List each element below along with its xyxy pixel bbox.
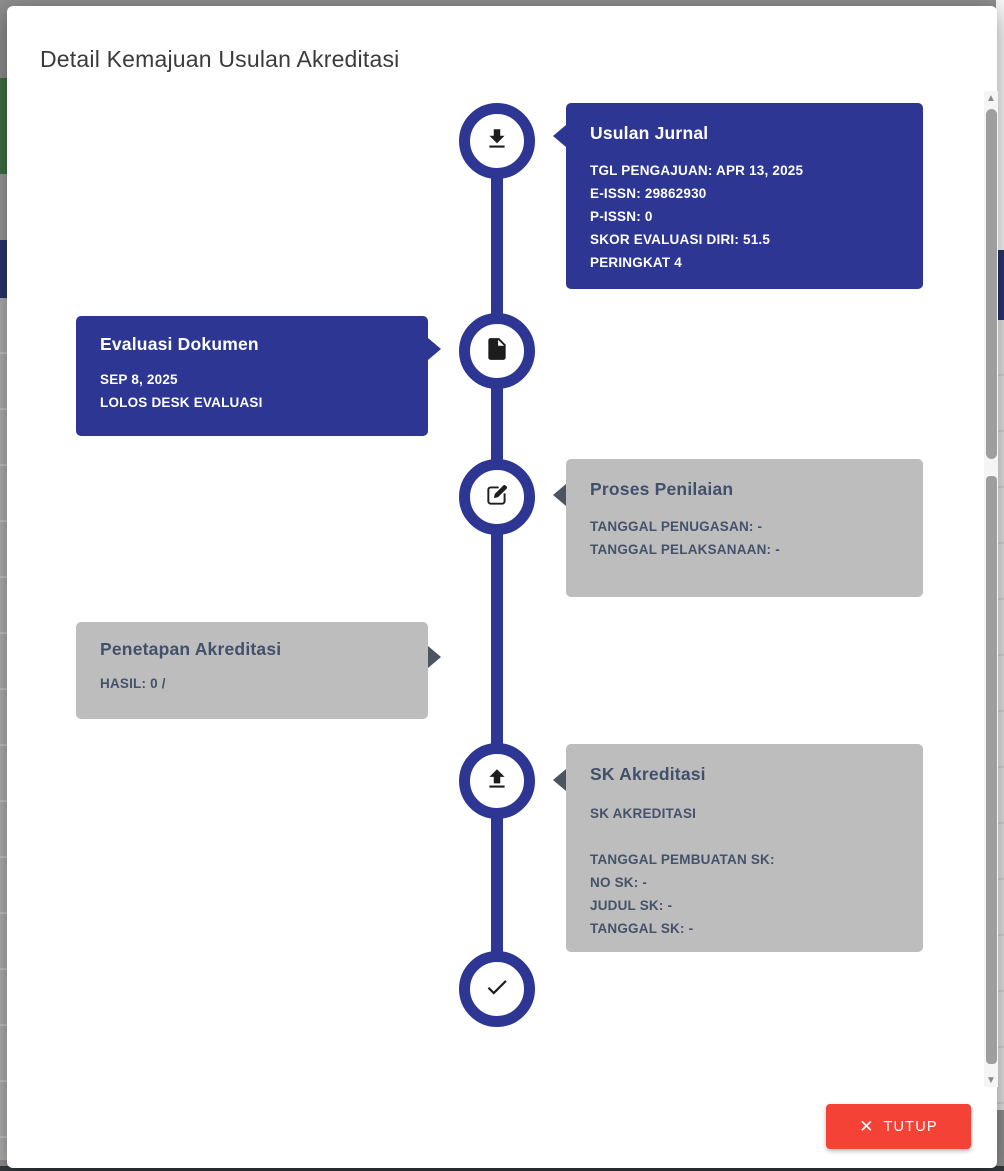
timeline-marker-done — [459, 951, 535, 1027]
card-line: HASIL: 0 / — [100, 676, 166, 691]
card-arrow-penilaian — [553, 484, 566, 506]
card-line: JUDUL SK: - — [590, 898, 673, 913]
card-arrow-penetapan — [428, 646, 441, 668]
scrollbar-track[interactable] — [984, 91, 998, 1087]
scrollbar-lower-segment[interactable] — [986, 476, 997, 1064]
close-button-label: TUTUP — [883, 1118, 938, 1135]
card-title: Usulan Jurnal — [590, 123, 709, 143]
card-arrow-evaluasi — [428, 338, 441, 360]
card-title: SK Akreditasi — [590, 764, 706, 784]
card-proses-penilaian — [566, 459, 923, 597]
card-usulan-jurnal — [566, 103, 923, 289]
card-arrow-sk — [553, 769, 566, 791]
card-title: Proses Penilaian — [590, 479, 734, 499]
scrollbar-thumb[interactable] — [986, 109, 997, 459]
upload-icon — [484, 766, 510, 797]
card-line: TANGGAL SK: - — [590, 921, 694, 936]
card-line: LOLOS DESK EVALUASI — [100, 395, 263, 410]
close-dialog-button[interactable] — [826, 1104, 971, 1149]
timeline-marker-penilaian — [459, 459, 535, 535]
scroll-down-arrow-icon[interactable]: ▼ — [986, 1074, 996, 1086]
card-line: SKOR EVALUASI DIRI: 51.5 — [590, 232, 771, 247]
card-line: NO SK: - — [590, 875, 648, 890]
timeline-marker-usulan — [459, 103, 535, 179]
card-line: TANGGAL PEMBUATAN SK: — [590, 852, 775, 867]
card-line: SEP 8, 2025 — [100, 372, 178, 387]
card-title: Evaluasi Dokumen — [100, 334, 259, 354]
download-icon — [484, 126, 510, 157]
card-sk-akreditasi — [566, 744, 923, 952]
check-icon — [484, 974, 510, 1005]
card-line: TANGGAL PENUGASAN: - — [590, 519, 763, 534]
card-line: TGL PENGAJUAN: APR 13, 2025 — [590, 163, 804, 178]
card-line: SK AKREDITASI — [590, 806, 697, 821]
file-icon — [484, 336, 510, 367]
card-line: TANGGAL PELAKSANAAN: - — [590, 542, 780, 557]
card-title: Penetapan Akreditasi — [100, 639, 282, 659]
close-icon: ✕ — [859, 1117, 874, 1136]
scroll-up-arrow-icon[interactable]: ▲ — [986, 92, 996, 104]
timeline-marker-evaluasi — [459, 313, 535, 389]
card-line — [590, 825, 899, 848]
edit-icon — [484, 482, 510, 513]
timeline-marker-sk — [459, 743, 535, 819]
card-evaluasi-dokumen — [76, 316, 428, 436]
card-line: PERINGKAT 4 — [590, 255, 682, 270]
card-line: E-ISSN: 29862930 — [590, 186, 707, 201]
timeline-line — [491, 141, 503, 989]
card-line: P-ISSN: 0 — [590, 209, 653, 224]
progress-detail-dialog — [7, 6, 997, 1168]
card-penetapan-akreditasi — [76, 622, 428, 719]
card-arrow-usulan — [553, 125, 566, 147]
dialog-title: Detail Kemajuan Usulan Akreditasi — [40, 46, 400, 72]
